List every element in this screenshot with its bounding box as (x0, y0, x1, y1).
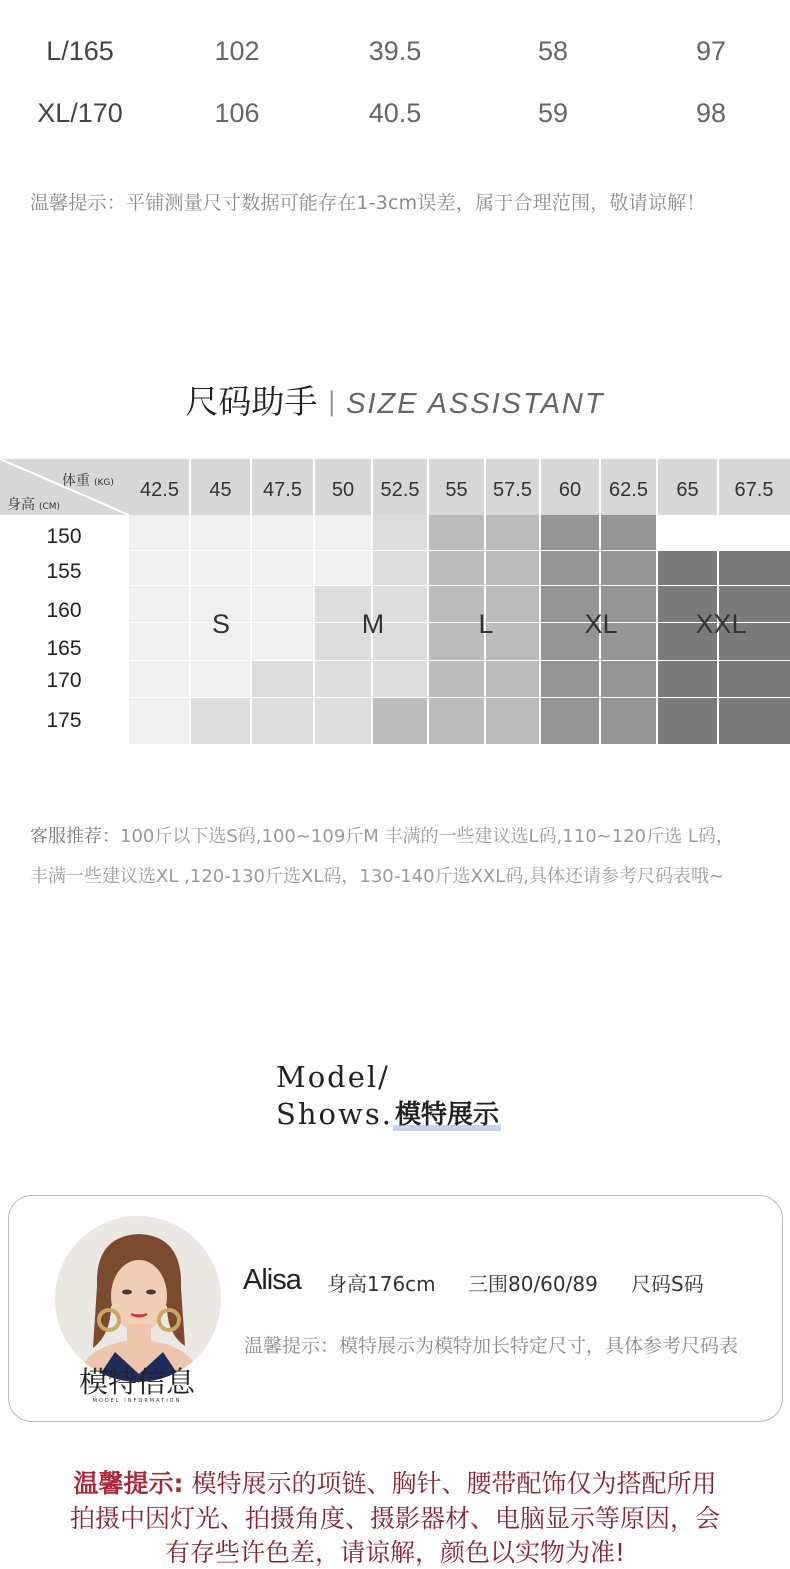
size-cell-m (372, 661, 428, 698)
model-note: 温馨提示：模特展示为模特加长特定尺寸，具体参考尺码表 (244, 1335, 739, 1357)
size-cell-m (372, 551, 428, 586)
measure-row (0, 36, 790, 86)
height-row-label: 165 (46, 637, 82, 660)
service-note-line1: 客服推荐：100斤以下选S码,100~109斤M 丰满的一些建议选L码,110~120斤选 L码， (30, 826, 734, 847)
model-name: Alisa (243, 1264, 301, 1296)
measure-cell: 59 (537, 98, 569, 128)
model-measurements: 三围80/60/89 (468, 1272, 598, 1296)
size-cell-m (314, 661, 372, 698)
size-cell-xl (540, 661, 600, 698)
size-cell-s (129, 515, 190, 551)
measure-cell: 98 (695, 98, 727, 128)
model-shows-en-1: Model/ (276, 1060, 390, 1094)
weight-header-cell: 50 (331, 479, 355, 501)
measure-cell: 97 (695, 36, 727, 66)
grid-divider (599, 459, 601, 745)
measure-note: 温馨提示：平铺测量尺寸数据可能存在1-3cm误差，属于合理范围，敬请谅解！ (30, 192, 706, 214)
size-cell-m (314, 698, 372, 745)
bottom-note-line3: 有存些许色差，请谅解，颜色以实物为准! (164, 1538, 626, 1567)
size-chart (0, 459, 790, 745)
model-avatar (55, 1216, 221, 1382)
grid-divider (427, 459, 429, 745)
size-cell-l (485, 551, 540, 586)
size-cell-s (190, 661, 251, 698)
size-cell-m (190, 698, 251, 745)
weight-header-cell: 67.5 (734, 479, 774, 501)
grid-divider (484, 459, 486, 745)
height-row-label: 170 (46, 669, 82, 692)
model-height: 身高176cm (327, 1272, 436, 1296)
weight-header-cell: 42.5 (140, 479, 179, 501)
size-assistant-title-cn: 尺码助手 (185, 382, 318, 421)
measure-size: XL/170 (37, 98, 123, 128)
size-cell-xl (600, 661, 657, 698)
size-cell-xl (600, 515, 657, 551)
size-cell-xl (540, 515, 600, 551)
grid-divider (313, 459, 315, 745)
size-cell-l (485, 515, 540, 551)
weight-header-cell: 57.5 (493, 479, 532, 501)
size-cell-xxl (657, 661, 718, 698)
measure-cell: 58 (537, 36, 569, 66)
height-row-label: 175 (46, 709, 82, 732)
weight-header-cell: 47.5 (263, 479, 302, 501)
size-cell-xxl (657, 698, 718, 745)
size-assistant-title (0, 376, 790, 423)
bottom-note-line2: 拍摄中因灯光、拍摄角度、摄影器材、电脑显示等原因，会 (69, 1504, 720, 1533)
bottom-note-line1: 温馨提示: 模特展示的项链、胸针、腰带配饰仅为搭配所用 (73, 1469, 717, 1498)
weight-header-cell: 55 (445, 479, 468, 501)
size-cell-m (251, 661, 314, 698)
measure-cell: 106 (214, 98, 260, 128)
size-cell-xxl (718, 661, 790, 698)
measure-row-partial (0, 0, 790, 28)
size-cell-s (314, 515, 372, 551)
weight-header-cell: 62.5 (609, 479, 648, 501)
size-cell-xxl (657, 551, 718, 586)
size-cell-s (190, 515, 251, 551)
height-row-label: 160 (46, 599, 82, 622)
size-cell-l (485, 698, 540, 745)
model-portrait-icon (55, 1216, 221, 1382)
size-cell-s (190, 551, 251, 586)
size-cell-xl (540, 551, 600, 586)
weight-header-cell: 45 (209, 479, 232, 501)
grid-divider (656, 459, 658, 745)
weight-header-cell: 52.5 (380, 479, 420, 501)
size-zone-label: L (478, 609, 494, 639)
measure-row (0, 98, 790, 148)
size-cell-l (428, 515, 485, 551)
size-cell-xl (540, 698, 600, 745)
size-cell-s (251, 551, 314, 586)
height-row-label: 150 (46, 525, 82, 548)
model-shows-en-2: Shows. (276, 1097, 393, 1131)
weight-header-cell: 60 (558, 479, 582, 501)
size-zone-label: XXL (695, 609, 747, 639)
size-cell-xl (600, 698, 657, 745)
size-cell-xxl (718, 551, 790, 586)
measure-cell: 40.5 (368, 98, 422, 128)
size-cell-l (485, 661, 540, 698)
size-cell-s (314, 551, 372, 586)
weight-header-cell: 65 (676, 479, 699, 501)
service-note-line2: 丰满一些建议选XL ,120-130斤选XL码，130-140斤选XXL码,具体还请参考尺码表哦~ (30, 866, 725, 887)
model-info-label: 模特信息 (78, 1365, 195, 1399)
weight-axis-label: 体重 (KG) (62, 473, 114, 489)
model-size: 尺码S码 (631, 1272, 704, 1296)
size-cell-s (129, 698, 190, 745)
measure-cell: 102 (214, 36, 260, 66)
grid-divider (717, 459, 719, 745)
size-cell-xxl (718, 698, 790, 745)
size-cell-m (251, 698, 314, 745)
size-cell-l (428, 661, 485, 698)
size-cell-s (251, 515, 314, 551)
size-cell-xl (600, 551, 657, 586)
model-info-sublabel: MODEL INFORMATION (92, 1398, 182, 1404)
measure-size: L/165 (46, 36, 114, 66)
size-cell-s (129, 661, 190, 698)
size-cell-l (428, 551, 485, 586)
height-axis-label: 身高 (CM) (7, 497, 61, 513)
size-zone-label: S (211, 609, 230, 639)
size-cell-s (129, 551, 190, 586)
size-cell-l (372, 698, 428, 745)
measure-cell: 39.5 (368, 36, 422, 66)
grid-divider (371, 459, 373, 745)
grid-divider (250, 459, 252, 745)
size-cell-l (428, 698, 485, 745)
title-separator: | (327, 387, 337, 417)
grid-divider (539, 459, 541, 745)
size-assistant-title-en: SIZE ASSISTANT (346, 388, 605, 420)
size-zone-label: M (361, 609, 385, 639)
height-row-label: 155 (46, 560, 82, 583)
model-shows-cn: 模特展示 (393, 1094, 501, 1131)
grid-divider (189, 459, 191, 745)
size-zone-label: XL (584, 609, 618, 639)
size-cell-m (372, 515, 428, 551)
